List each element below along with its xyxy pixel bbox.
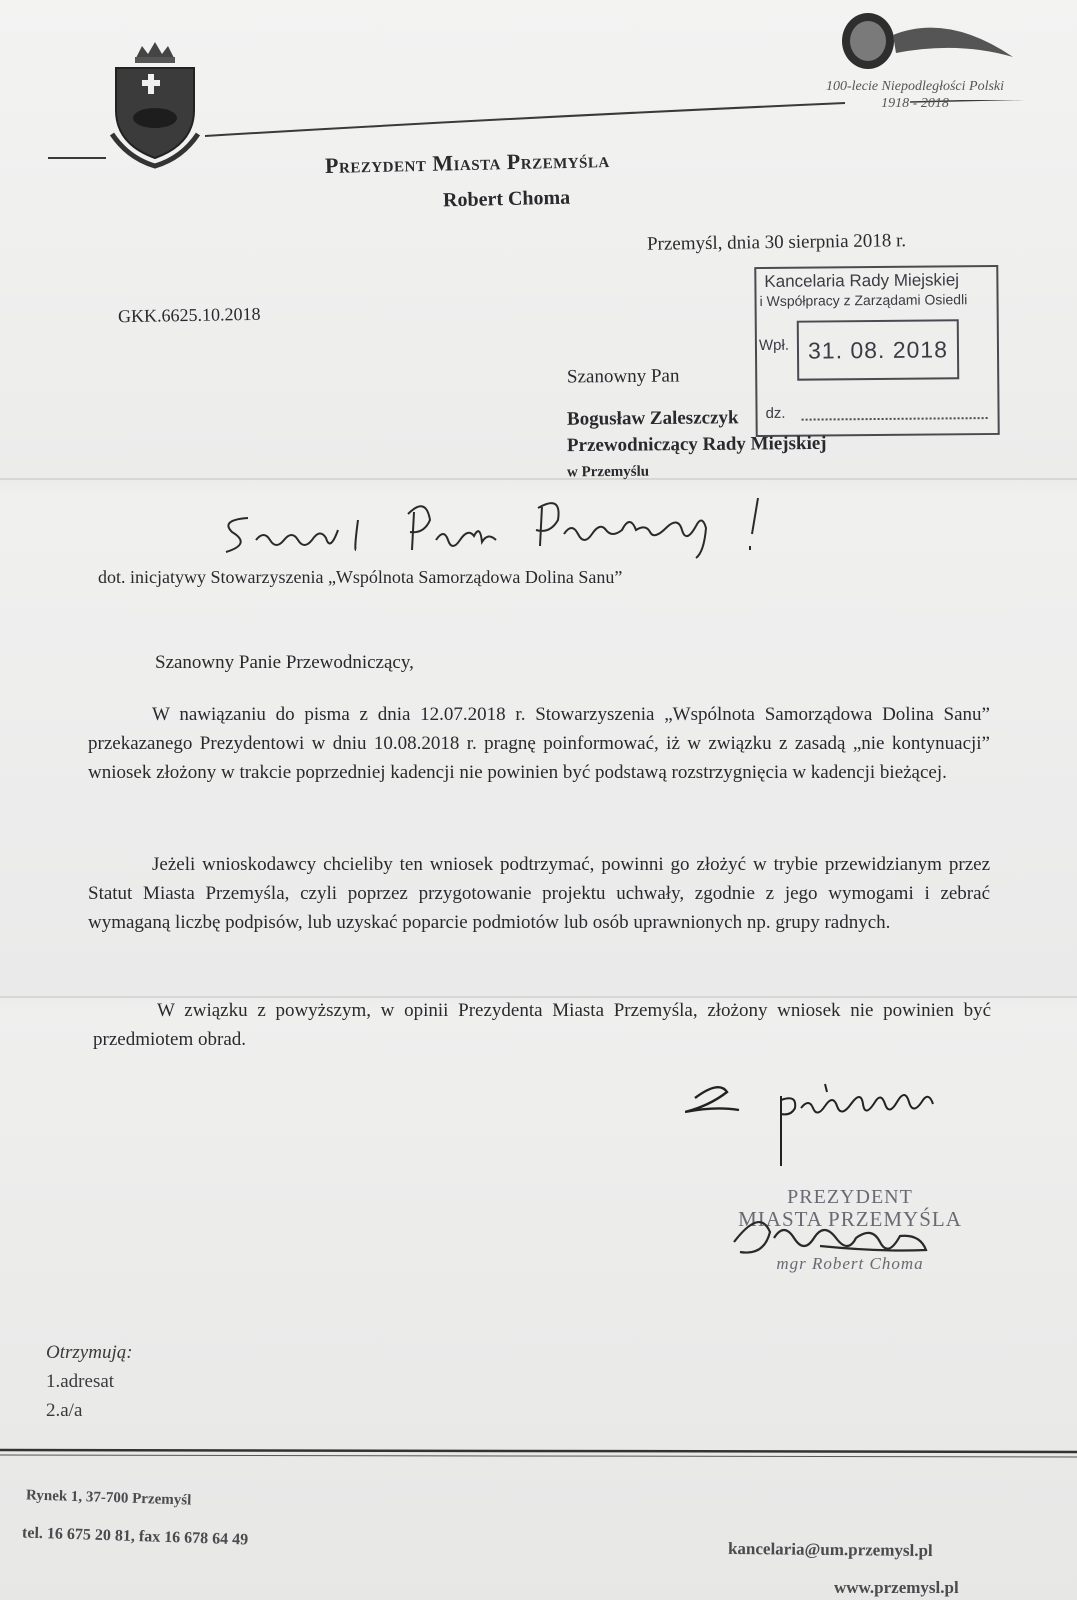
stamp-office-sub: i Współpracy z Zarządami Osiedli [759, 291, 968, 310]
city-crest-icon [108, 40, 203, 170]
recipient-item: 2.a/a [46, 1400, 83, 1421]
office-holder-name: Robert Choma [442, 186, 571, 212]
letter-salutation: Szanowny Panie Przewodniczący, [155, 652, 414, 673]
recipient-item: 1.adresat [46, 1371, 115, 1392]
stamp-dz-label: dz. [765, 404, 786, 422]
receipt-stamp [754, 265, 999, 437]
handwritten-salutation [218, 490, 818, 570]
office-title: Prezydent Miasta Przemyśla [324, 147, 610, 178]
footer-address: Rynek 1, 37-700 Przemyśl [25, 1487, 192, 1509]
body-paragraph: W nawiązaniu do pisma z dnia 12.07.2018 r. Stowarzyszenia „Wspólnota Samorządowa Dolina Sanu” przekazanego Prezydentowi w dniu 10.08.2018 r. pragnę poinformować, iż w związku z zasadą „nie kontynuacji” wniosek złożony w trakcie poprzedniej kadencji nie powinien być podstawą rozstrzygnięcia w kadencji bieżącej. [88, 704, 990, 783]
footer-website[interactable]: www.przemysl.pl [834, 1578, 959, 1597]
body-paragraph: W związku z powyższym, w opinii Prezydenta Miasta Przemyśla, złożony wniosek nie powinien być przedmiotem obrad. [93, 1000, 991, 1050]
jubilee-line: 100-lecie Niepodległości Polski [825, 79, 1005, 94]
footer-phone: tel. 16 675 20 81, fax 16 678 64 49 [21, 1524, 249, 1549]
header-rule [48, 157, 106, 159]
addressee-role: Przewodniczący Rady Miejskiej [566, 432, 827, 457]
footer-rule [0, 1448, 1077, 1458]
stamp-title: PREZYDENT [787, 1186, 913, 1208]
letter-subject: dot. inicjatywy Stowarzyszenia „Wspólnota Samorządowa Dolina Sanu” [98, 567, 623, 587]
stamp-received-label: Wpł. [758, 336, 790, 355]
stamp-dotted-line [802, 417, 988, 421]
stamp-office: Kancelaria Rady Miejskiej [764, 270, 960, 291]
letter-date: Przemyśl, dnia 30 sierpnia 2018 r. [646, 230, 907, 255]
jubilee-years: 1918 - 2018 [881, 96, 949, 111]
jubilee-caption [800, 78, 1030, 112]
recipients-list [46, 1338, 133, 1425]
recipients-label: Otrzymują: [46, 1342, 133, 1363]
body-paragraph: Jeżeli wnioskodawcy chcieliby ten wniosek podtrzymać, powinni go złożyć w trybie przewidzianym przez Statut Miasta Przemyśla, czyli poprzez przygotowanie projektu uchwały, zgodnie z jego wymogami i zebrać wymaganą liczbę podpisów, lub uzyskać poparcie podmiotów lub osób uprawnionych np. grupy radnych. [88, 854, 990, 933]
handwritten-regards [685, 1078, 975, 1168]
addressee-name: Bogusław Zaleszczyk [566, 407, 739, 430]
jubilee-emblem-icon [838, 5, 1018, 75]
addressee-city: w Przemyślu [566, 463, 650, 481]
reference-number: GKK.6625.10.2018 [117, 303, 261, 327]
signature-icon [730, 1212, 970, 1260]
paper-fold [0, 478, 1077, 480]
addressee-greeting: Szanowny Pan [566, 365, 680, 388]
stamp-signer: mgr Robert Choma [776, 1254, 924, 1273]
stamp-date: 31. 08. 2018 [797, 319, 960, 380]
footer-email[interactable]: kancelaria@um.przemysl.pl [727, 1538, 933, 1561]
stamp-city: MIASTA PRZEMYŚLA [738, 1207, 962, 1231]
